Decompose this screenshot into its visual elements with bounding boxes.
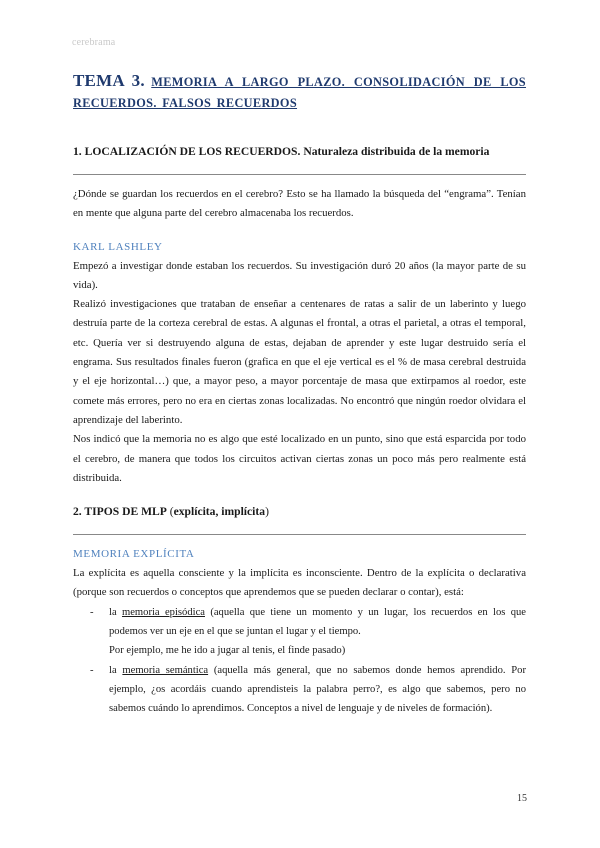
section-1-heading: [73, 144, 526, 160]
list-item-text: (aquella más general, que no sabemos donde hemos aprendido. Por ejemplo, ¿os acordáis cuando aprendisteis la palabra perro?, es algo que sabemos, pero no sabemos cuándo lo aprendimos. Conceptos a nivel de lenguaje y de niveles de formación).: [109, 664, 526, 715]
chapter-title: [73, 70, 526, 114]
section-2-heading: [73, 504, 526, 520]
section-2-intro: La explícita es aquella consciente y la implícita es inconsciente. Dentro de la explícita o declarativa (porque son recuerdos o conceptos que aprendemos que se pueden declarar o contar), está:: [73, 567, 526, 599]
dash-bullet: -: [90, 664, 94, 676]
section-1-intro: ¿Dónde se guardan los recuerdos en el cerebro? Esto se ha llamado la búsqueda del “engrama”. Tenían en mente que alguna parte del cerebro almacenaba los recuerdos.: [73, 188, 526, 220]
list-item-text: (aquella que tiene un momento y un lugar, los recuerdos en los que podemos ver un eje en el que se juntan el lugar y el tiempo.: [109, 606, 526, 638]
section-2-divider: [73, 534, 526, 535]
section-2-heading-close: ): [265, 505, 269, 519]
list-item-example: Por ejemplo, me he ido a jugar al tenis, el finde pasado): [109, 645, 346, 657]
section-2-heading-open: (: [166, 505, 174, 519]
section-2-heading-bold: 2. TIPOS DE MLP: [73, 505, 167, 519]
list-item: [73, 661, 526, 719]
list-item-lead: la: [109, 606, 122, 618]
page-content: [73, 70, 526, 719]
section-1-heading-bold: 1. LOCALIZACIÓN DE LOS RECUERDOS.: [73, 145, 301, 158]
lashley-paragraph-3: Nos indicó que la memoria no es algo que esté localizado en un punto, sino que está esparcida por todo el cerebro, de manera que todos los circuitos activan ciertas zonas un poco más pero realmente está distribuida.: [73, 433, 526, 484]
term-memoria-semantica: memoria semántica: [122, 664, 209, 676]
lashley-paragraph-2: Realizó investigaciones que trataban de enseñar a centenares de ratas a salir de un laberinto y luego destruía parte de la corteza cerebral de estas. A algunas el frontal, a otras el parietal, a otras el temporal, etc. Quería ver si destruyendo alguna de estas, dejaban de aprender y este lugar destruido sería el engrama. Sus resultados finales fueron (grafica en que el eje vertical es el % de masa cerebral destruida y el eje horizontal…) que, a mayor peso, a mayor porcentaje de masa que extirpamos al roedor, este comete más errores, pero no era en ciertas zonas localizadas. No encontró que ningún roedor olvidara el aprendizaje del laberinto.: [73, 298, 526, 426]
header-watermark: cerebrama: [72, 37, 116, 48]
section-1-divider: [73, 174, 526, 175]
memoria-explicita-heading: MEMORIA EXPLÍCITA: [73, 548, 195, 561]
list-item-lead: la: [109, 664, 123, 676]
term-memoria-episodica: memoria episódica: [121, 606, 205, 618]
lashley-paragraph-1: Empezó a investigar donde estaban los recuerdos. Su investigación duró 20 años (la mayor parte de su vida).: [73, 259, 526, 291]
page-number: 15: [517, 793, 527, 804]
memory-types-list: [73, 603, 526, 719]
section-2-heading-paren-text: explícita, implícita: [173, 505, 266, 519]
chapter-title-subtitle: MEMORIA A LARGO PLAZO. CONSOLIDACIÓN DE LOS RECUERDOS. FALSOS RECUERDOS: [73, 75, 526, 110]
dash-bullet: -: [90, 606, 94, 618]
list-item: [73, 603, 526, 661]
section-1-heading-rest: Naturaleza distribuida de la memoria: [300, 145, 490, 158]
chapter-title-prefix: TEMA 3.: [73, 71, 145, 90]
karl-lashley-heading: KARL LASHLEY: [73, 240, 163, 253]
